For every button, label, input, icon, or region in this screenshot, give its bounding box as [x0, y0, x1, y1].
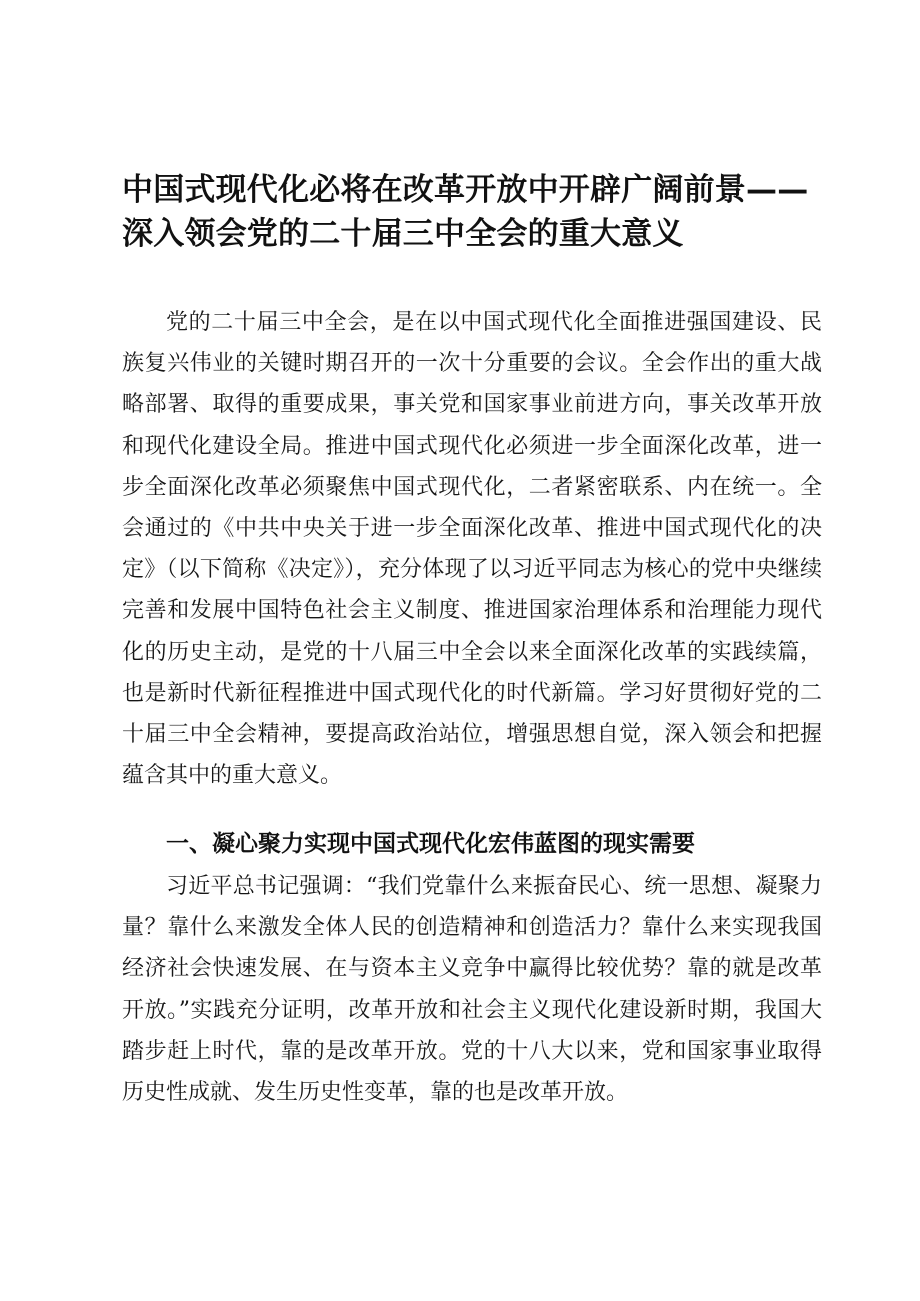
title-line-2: 深入领会党的二十届三中全会的重大意义 [122, 216, 684, 252]
intro-paragraph: 党的二十届三中全会，是在以中国式现代化全面推进强国建设、民族复兴伟业的关键时期召开的一次十分重要的会议。全会作出的重大战略部署、取得的重要成果，事关党和国家事业前进方向，事关改革开放和现代化建设全局。推进中国式现代化必须进一步全面深化改革，进一步全面深化改革必须聚焦中国式现代化，二者紧密联系、内在统一。全会通过的《中共中央关于进一步全面深化改革、推进中国式现代化的决定》（以下简称《决定》），充分体现了以习近平同志为核心的党中央继续完善和发展中国特色社会主义制度、推进国家治理体系和治理能力现代化的历史主动，是党的十八届三中全会以来全面深化改革的实践续篇，也是新时代新征程推进中国式现代化的时代新篇。学习好贯彻好党的二十届三中全会精神，要提高政治站位，增强思想自觉，深入领会和把握蕴含其中的重大意义。 [122, 310, 822, 789]
section-1-paragraph: 习近平总书记强调：“我们党靠什么来振奋民心、统一思想、凝聚力量？靠什么来激发全体人民的创造精神和创造活力？靠什么来实现我国经济社会快速发展、在与资本主义竞争中赢得比较优势？靠的就是改革开放。”实践充分证明，改革开放和社会主义现代化建设新时期，我国大踏步赶上时代，靠的是改革开放。党的十八大以来，党和国家事业取得历史性成就、发生历史性变革，靠的也是改革开放。 [122, 874, 822, 1106]
section-heading-1: 一、凝心聚力实现中国式现代化宏伟蓝图的现实需要 [166, 831, 695, 857]
document-title [122, 168, 822, 256]
title-line-1: 中国式现代化必将在改革开放中开辟广阔前景—— [122, 172, 809, 208]
